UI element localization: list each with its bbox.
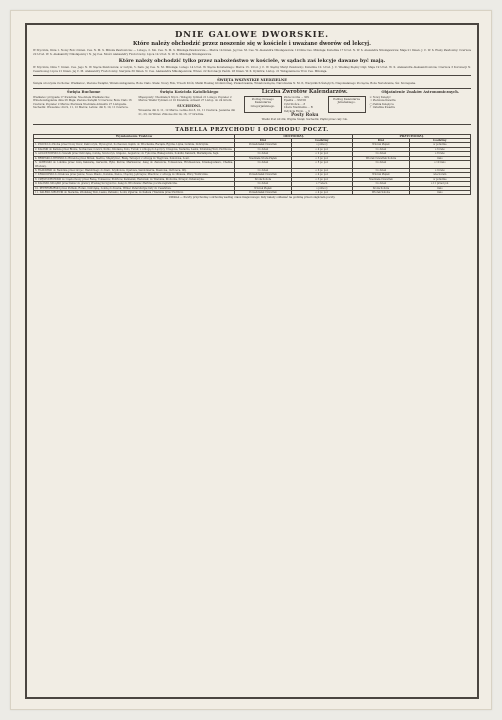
calendar-cycles-title: Liczba Zwrotów Kalendarzów. xyxy=(261,88,348,95)
arrival-days-cell: Wtorek Czwartek Sobota xyxy=(353,156,410,160)
departure-days-cell: Co dzień xyxy=(235,168,292,172)
route-number: 4. xyxy=(35,156,38,160)
document-sheet xyxy=(10,10,492,710)
departure-hours-cell: o 3 po poł. xyxy=(291,177,352,181)
departure-hours-cell: o 6 po poł. xyxy=(291,168,352,172)
arrival-days-cell: Wtorek Piątek xyxy=(353,143,410,147)
divider xyxy=(33,124,471,125)
arrival-hours-cell: w południe xyxy=(409,143,470,147)
cycles-box-row xyxy=(244,96,366,114)
route-cell xyxy=(34,161,235,169)
paragraph-1: W Styczniu, Dnia 1. Nowy Rok i Imien. Ces. N. M. S. Mikoła Pawłowicza; — Lutego, 2. Sm. Ces. N. M. S. Mikołaja Pawłowicza;— Marca 14 Imien. Jej Ces. M. Ces. W. Alexandra Nikołajewicza; 19 Dnia Ces. Mikołaja; Kwietnia 17 Urod. N. W. S. Alexandra Nikołajewicza; Maja 21 Imien. J. C. W. S. Eleny Pawłowny; Czerwca 22 Urod. W. S. Aleksandry Nikołajewny i N. Jej Ces. Mości Aleksandry Fiodorowny; Lipca 14 Urod. N. W. S. Mikołaja Nikołajewicza. xyxy=(33,48,471,56)
paragraph-2: W Styczniu, Dnia 7. Imien. Ces. Jego N. W. Xięcia Pawłowicza; w Lutym, 5. Sam. Jej Ces. N. M. Mikołaja; Lutego 14 Urod. W. Xięcia Konstantego; Marca 15. Urod. J. C. W. Xiężny Maryi Pawłowny; Kwietnia 10. Urod. J. C. Wielkiej Xiężny Olgi; Maja 19 Urod. W. X. Aleksandra Aleksandrowicza; Czerwca 3 Koronacji N. Cesarzowej; Lipca 21 Imien. Jej C. M. Aleksandry Fiodorowny; Sierpnia 30 Imien. N. Ces. Aleksandra Mikołajewicza; Wrześ. 22 Koronacji; Paźdz. 26 Imien. W. X. Dymitra; Listop. 21 Wstąpienia na Tron Ces. Mikołaja. xyxy=(33,65,471,73)
departure-hours-cell: o 2 po poł. xyxy=(291,152,352,156)
arrival-hours-cell: wieczorem xyxy=(409,173,470,177)
route-text: DALEKO-SIELECKI do Sieradza, Zduńskiej Woli, Łasku, Pabianic, Łodzi, Zgierza; do Kalisza i Wielunia przez Piotrków. xyxy=(39,190,184,194)
route-text: PETERSBURSKI przez Pułtusk, Różan, Ostrołękę, Łomżę do Kowna, Wilna i Petersburga; listy do Cesarstwa. xyxy=(39,186,172,190)
arrival-hours-cell: rano xyxy=(409,190,470,194)
departure-days-cell: Co dzień xyxy=(235,161,292,169)
route-number: 6. xyxy=(35,168,38,172)
route-text: PŁOCKI do Płocka przez Nowy Dwór, Zakroczym, Wyszogród, Sochaczew, Gąbin; do Włocławka, Raciąża, Rypina, Lipna, Golubia, Dobrzynia. xyxy=(38,143,209,147)
column-text: Mięsopusty: Niedziela 9 Stycz.; Wstępny tydzień 21 Lutego; Popielec 2 Marca; Wielki Tydzień od 10 Kwietnia; Adwent 27 Listop. do 24 Grudn. xyxy=(138,95,233,103)
arrival-days-cell: Niedziela Czwartek xyxy=(353,177,410,181)
route-text: RADOMSKI do Radomia przez Grójec, Białobrzegi; do Kielc, Szydłowca, Opatowa, Sandomierza, Staszowa, Ostrowca, Iłży. xyxy=(38,168,187,172)
departure-hours-cell: o 4 po poł. xyxy=(291,147,352,151)
departure-hours-cell: o 4 po poł. xyxy=(291,173,352,177)
route-number: 5. xyxy=(35,161,38,165)
cycle-row: Litera Niedzielna ... B xyxy=(283,106,313,110)
column-calendar-cycles xyxy=(244,88,366,122)
departure-hours-cell: o 4 po poł. xyxy=(291,190,352,194)
cycles-list xyxy=(284,96,326,114)
cycle-row: Indykcja Rzym. ... 9 xyxy=(283,109,310,113)
header-days: Dni xyxy=(353,139,410,143)
arrival-hours-cell: o 9 rano xyxy=(409,168,470,172)
column-heading: Objaśnienie Znaków Astronomicznych. xyxy=(381,89,460,94)
sign-line: ☾ Ostatnia Kwadra xyxy=(369,106,395,110)
info-columns xyxy=(33,88,471,122)
arrival-days-cell: Co dzień xyxy=(353,161,410,169)
route-number: 8. xyxy=(35,177,38,181)
column-movable-holidays xyxy=(33,91,134,122)
route-text: KALISZO-SZLĄSKI przez Kalisz do granicy Pruskiej Szczypiorno; dalej do Wrocławia i Berlina; poczta zagraniczna. xyxy=(38,182,178,186)
arrival-days-cell: Środa Sobota xyxy=(353,186,410,190)
route-text: LUBELSKI do Lublina przez Górę Kalwarię, Garwolin, Ryki, Kurów, Markuszów; dalej do Zamościa, Tomaszowa, Hrubieszowa, Krasnegostawu, Chełma, Włodawy. xyxy=(35,161,234,168)
departure-hours-cell: o 7 wiecz. xyxy=(291,182,352,186)
route-text: AUGUSTOWSKI do Suwałk przez Ostrołękę, Łomżę, Szczuczyn, Grajewo, Augustów; do Tykocina, Białegostoku, Sokółki, Kalwarii, Mariampola, Sejn. xyxy=(38,152,220,156)
arrival-hours-cell: rano xyxy=(409,156,470,160)
column-heading: Święta Ruchome xyxy=(66,89,101,94)
arrival-days-cell: Co dzień xyxy=(353,168,410,172)
route-cell xyxy=(34,147,235,151)
table-row xyxy=(34,190,471,194)
divider xyxy=(33,88,471,89)
cycle-row: Złota Liczba ... XIX xyxy=(283,95,309,99)
route-text: KALISKI do Kalisza przez Błonie, Sochaczew, Łowicz, Kutno, Kłodawę, Koło, Turek; z odnogą do Łęczycy, Uniejowa, Sieradza, Łasku, Zduńskiej Woli, Piotrkowa. xyxy=(38,147,233,151)
arrival-hours-cell: o 8 rano xyxy=(409,152,470,156)
header-hours: Godziny xyxy=(291,139,352,143)
holidays-heading: ŚWIĘTA WSZYSTKIE NIEDZIELNE xyxy=(217,78,287,82)
route-text: BRZESKO-LITEWSKI do Brześcia przez Mińsk, Siedlce, Międzyrzec, Białą, Terespol; z odnogą do Węgrowa, Sokołowa, Łosic. xyxy=(38,156,190,160)
column-astronomical-signs xyxy=(370,91,471,122)
arrival-days-cell: Co dzień xyxy=(353,147,410,151)
header-routes: Wymienienie Traktów xyxy=(34,134,235,138)
arrival-days-cell: Wtorek Piątek xyxy=(353,173,410,177)
departure-days-cell: Środa Sobota xyxy=(235,177,292,181)
holidays-paragraph: Święta uroczyste ruchome: Wielkanoc, Zielone Świątki, Wniebowstąpienie, Boże Ciało. Stałe: Nowy Rok, Trzech Króli, Matki Boskiej Gromnicznej, Zwiastowania, Wniebowzięcia, Narodzenia N. M. P., Wszystkich Świętych, Niepokalanego Poczęcia, Boże Narodzenie, Św. Szczepana. xyxy=(33,81,416,85)
divider xyxy=(33,75,471,76)
route-number: 1. xyxy=(35,143,38,147)
arrival-days-cell: Co dzień xyxy=(353,152,410,156)
departure-days-cell: Poniedziałek Czwartek xyxy=(235,173,292,177)
header-arrivals: PRZYCHODZĄ xyxy=(353,134,471,138)
arrival-hours-cell: w południe xyxy=(409,177,470,181)
header-hours: Godziny xyxy=(409,139,470,143)
route-number: 10. xyxy=(35,186,39,190)
departure-days-cell: Poniedziałek Czwartek xyxy=(235,190,292,194)
route-cell xyxy=(34,190,235,194)
arrival-hours-cell: o 6 rano xyxy=(409,147,470,151)
departure-days-cell: Poniedziałek Czwartek xyxy=(235,143,292,147)
column-footnote: Wiosenne dni 9, 11, 12 Marca. Letnie dni 8, 10, 11 Czerwca. Jesienne dni 21, 23, 24 Wrześ. Zimowe dni 14, 16, 17 Grudnia. xyxy=(138,109,236,116)
column-text: Wielkanoc przypada 17 Kwietnia; Nie-dziela Wielkanocna; Wniebowstąpienie dnia 26 Maja; Zielone Świątki 5 Czerwca; Boże Ciało 16 Czerwca; Popielec 2 Marca; Pierwsza Niedziela Adwentu 27 Listopada. Suchedni: Wiosenne: dni 9, 11, 12 Marca; Letnie: dni 8, 10, 11 Czerwca. xyxy=(33,95,132,110)
route-cell xyxy=(34,143,235,147)
departure-hours-cell: o północy xyxy=(291,186,352,190)
route-cell xyxy=(34,177,235,181)
sign-line: ◯ Pełnia Księżyca xyxy=(369,102,394,106)
fasts-heading: Posty Roku xyxy=(290,113,319,119)
arrival-days-cell: Wtorek Sobota xyxy=(353,190,410,194)
sign-line: ☉ Nowy Księżyc xyxy=(369,95,391,99)
page-title: DNIE GALOWE DWORSKIE. xyxy=(174,30,330,40)
departure-days-cell: Co dzień xyxy=(235,152,292,156)
section-subtitle-1: Które należy obchodzić przez noszenie się w kościele i uważane dworów od lekcyj. xyxy=(133,41,371,47)
arrival-hours-cell: o 10 rano xyxy=(409,161,470,169)
departure-hours-cell: o północy xyxy=(291,143,352,147)
route-text: KRAKOWSKI do Krakowa przez Janów, Nowe Miasto, Końskie, Kielce, Chęciny, Jędrzejów, Miechów; z odnogą do Olkusza, Pilicy, Wolbromia. xyxy=(38,173,209,177)
column-subheading: SUCHEDNI. xyxy=(177,103,202,108)
departure-days-cell: Co dzień xyxy=(235,147,292,151)
table-body xyxy=(34,143,471,195)
julian-box: Podług Kalendarza Juliańskiego. xyxy=(328,96,366,114)
gregorian-box: Podług Nowego Kalendarza Gregorjańskiego. xyxy=(244,96,282,114)
route-cell xyxy=(34,173,235,177)
route-text: CZĘSTOCHOWSKI do Częstochowy przez Rawę, Tomaszów, Piotrków, Kamieńsk, Radomsk; do Wielunia, Kłobucka, Krzepic, Działoszyna. xyxy=(38,177,205,181)
cycle-row: Epakta ... XXVIII xyxy=(283,99,306,103)
route-number: 3. xyxy=(35,152,38,156)
departure-hours-cell: o 5 po poł. xyxy=(291,161,352,169)
post-table-title: TABELLA PRZYCHODU I ODCHODU POCZT. xyxy=(175,126,329,133)
route-cell xyxy=(34,152,235,156)
footer-note: UWAGA — Poczty przychodzą i odchodzą według czasu miejscowego; listy należy oddawać na godzinę przed odejściem poczty. xyxy=(168,196,336,200)
route-number: 2. xyxy=(35,147,38,151)
route-number: 7. xyxy=(35,173,38,177)
header-departures: ODCHODZĄ xyxy=(235,134,353,138)
table-row xyxy=(34,161,471,169)
fasts-text: Wielki Post 40 dni; Wigilie Świąt; Suchedni; Piątki przez cały rok. xyxy=(261,118,348,122)
arrival-hours-cell: rano xyxy=(409,186,470,190)
route-number: 9. xyxy=(35,182,38,186)
section-subtitle-2: Które należy obchodzić tylko przez nabożeństwo w kościele, w sądach zaś lekcyje dawane być mają. xyxy=(118,58,386,64)
departure-days-cell: Co dzień xyxy=(235,182,292,186)
arrival-days-cell: Co dzień xyxy=(353,182,410,186)
header-days: Dni xyxy=(235,139,292,143)
document-frame xyxy=(25,23,479,699)
departure-hours-cell: o 3 po poł. xyxy=(291,156,352,160)
departure-days-cell: Niedziela Środa Piątek xyxy=(235,156,292,160)
column-church-holidays xyxy=(138,91,239,122)
arrival-hours-cell: o 11 przed poł. xyxy=(409,182,470,186)
departure-days-cell: Wtorek Piątek xyxy=(235,186,292,190)
cycle-row: Cykl Słońca ... 8 xyxy=(283,102,306,106)
sign-line: ☽ Pierwsza Kwadra xyxy=(369,99,396,103)
route-number: 11. xyxy=(35,190,39,194)
post-schedule-table xyxy=(33,134,471,196)
column-heading: Święta Kościoła Katolickiego xyxy=(159,89,219,94)
